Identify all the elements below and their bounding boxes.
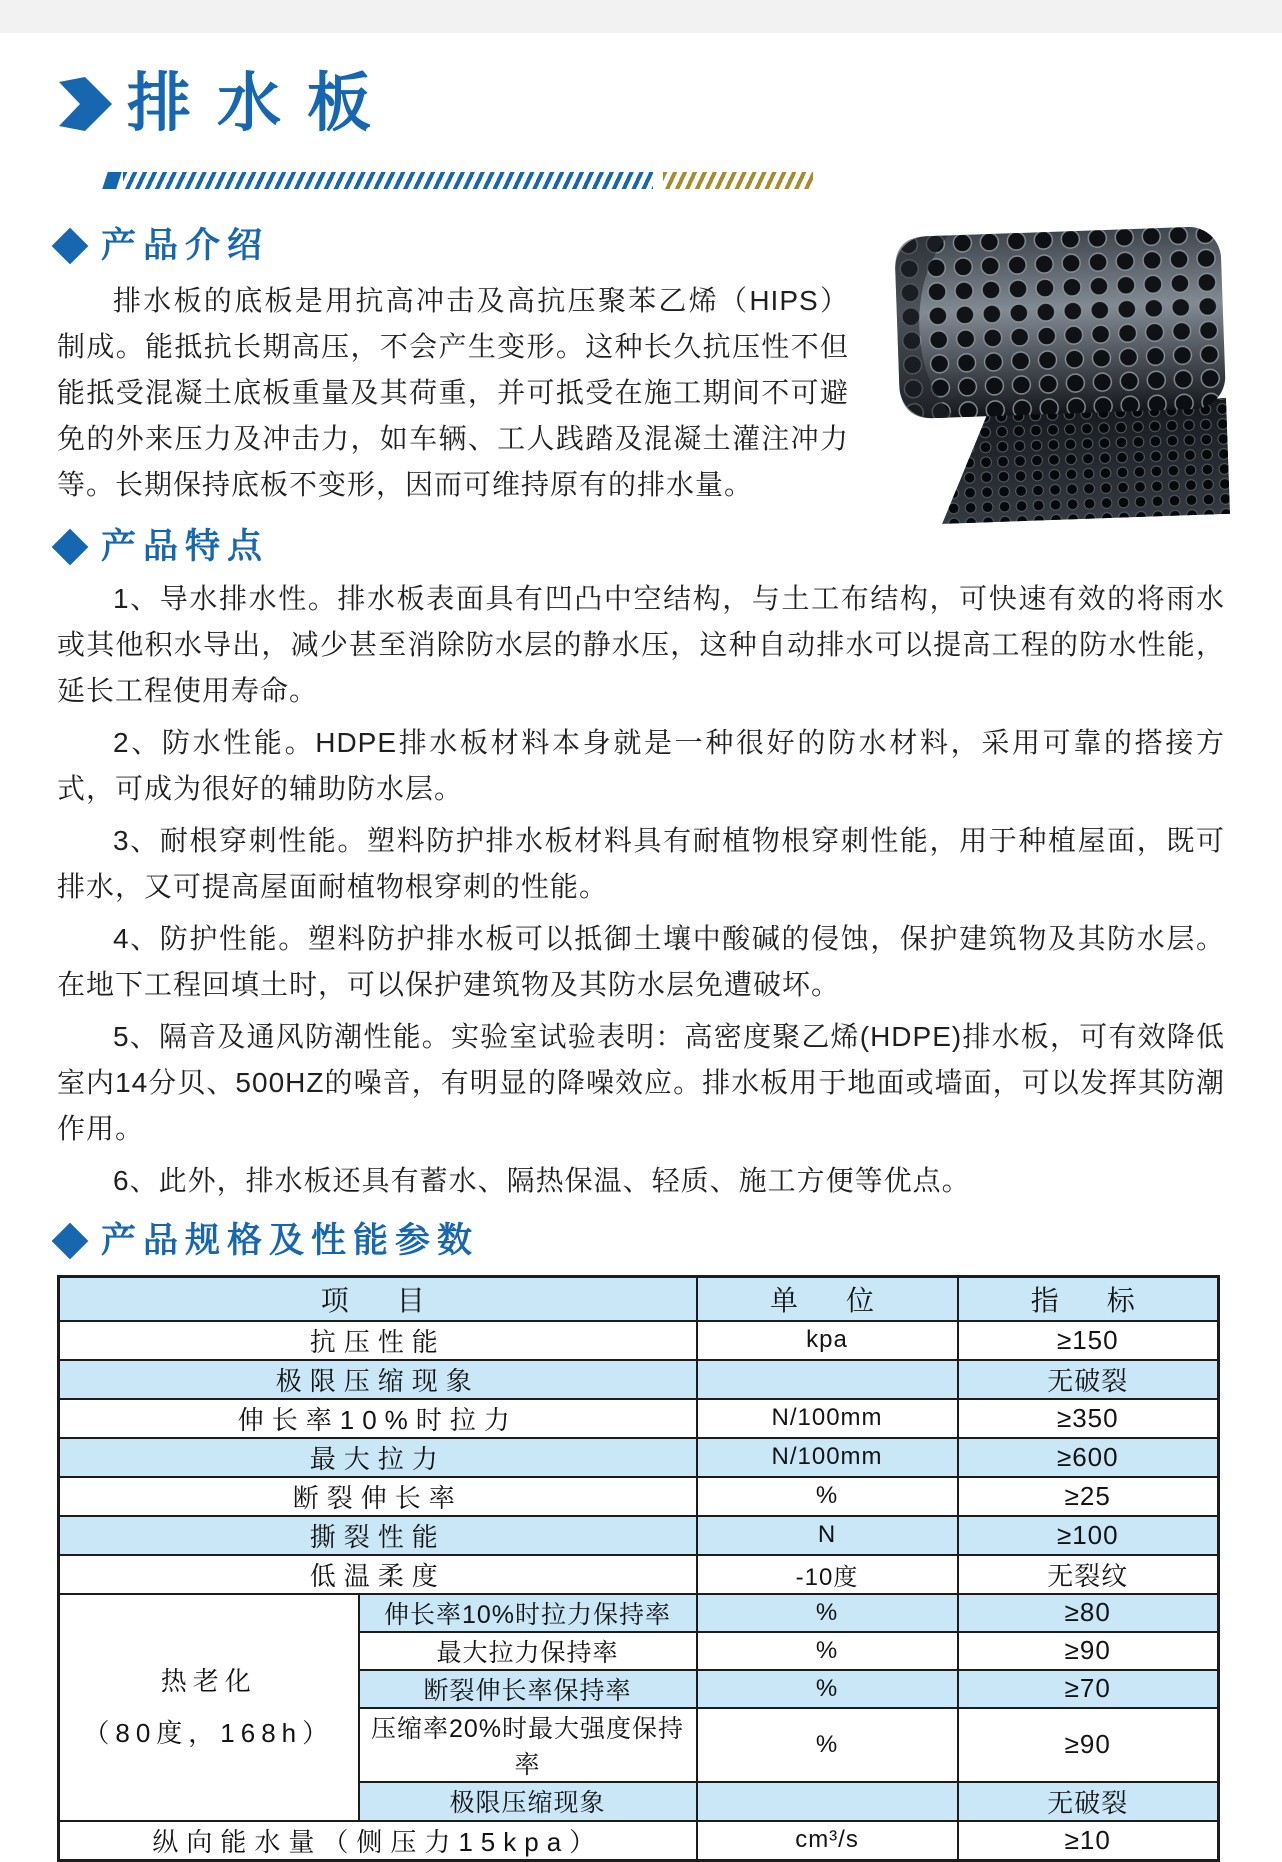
item-cell: 极限压缩现象 xyxy=(359,1782,697,1821)
feature-item: 4、防护性能。塑料防护排水板可以抵御土壤中酸碱的侵蚀，保护建筑物及其防水层。在地下工程回填土时，可以保护建筑物及其防水层免遭破坏。 xyxy=(57,923,1225,1000)
value-cell: ≥150 xyxy=(958,1321,1219,1360)
unit-cell: -10度 xyxy=(697,1555,958,1594)
value-cell: ≥80 xyxy=(958,1594,1219,1632)
unit-cell: N xyxy=(697,1516,958,1555)
diamond-icon xyxy=(52,528,89,565)
title-row xyxy=(57,68,1225,139)
unit-cell: kpa xyxy=(697,1321,958,1360)
item-cell: 最大拉力 xyxy=(59,1438,697,1477)
item-cell: 压缩率20%时最大强度保持率 xyxy=(359,1708,697,1782)
table-row xyxy=(59,1477,1219,1516)
intro-paragraph: 排水板的底板是用抗高冲击及高抗压聚苯乙烯（HIPS）制成。能抵抗长期高压，不会产生变形。这种长久抗压性不但能抵受混凝土底板重量及其荷重，并可抵受在施工期间不可避免的外来压力及冲击力，如车辆、工人践踏及混凝土灌注冲力等。长期保持底板不变形，因而可维持原有的排水量。 xyxy=(57,284,849,500)
unit-cell xyxy=(697,1360,958,1399)
header-index-cell: 指 标 xyxy=(958,1276,1219,1321)
value-cell: 无裂纹 xyxy=(958,1555,1219,1594)
value-cell: ≥70 xyxy=(958,1670,1219,1708)
top-strip xyxy=(0,0,1282,33)
feature-item: 6、此外，排水板还具有蓄水、隔热保温、轻质、施工方便等优点。 xyxy=(113,1165,971,1196)
unit-cell: % xyxy=(697,1594,958,1632)
stripe-divider xyxy=(105,172,1225,189)
diamond-icon xyxy=(52,1223,89,1260)
section-heading-intro-label: 产品介绍 xyxy=(101,226,270,265)
unit-cell: % xyxy=(697,1670,958,1708)
feature-item: 1、导水排水性。排水板表面具有凹凸中空结构，与土工布结构，可快速有效的将雨水或其他积水导出，减少甚至消除防水层的静水压，这种自动排水可以提高工程的防水性能，延长工程使用寿命。 xyxy=(57,583,1225,706)
header-unit-cell: 单 位 xyxy=(697,1276,958,1321)
value-cell: ≥90 xyxy=(958,1632,1219,1670)
item-cell: 伸长率10%时拉力 xyxy=(59,1399,697,1438)
value-cell: ≥600 xyxy=(958,1438,1219,1477)
table-row xyxy=(59,1555,1219,1594)
feature-item: 5、隔音及通风防潮性能。实验室试验表明：高密度聚乙烯(HDPE)排水板，可有效降低室内14分贝、500HZ的噪音，有明显的降噪效应。排水板用于地面或墙面，可以发挥其防潮作用。 xyxy=(57,1021,1225,1144)
section-intro xyxy=(0,227,1282,508)
unit-cell: % xyxy=(697,1632,958,1670)
unit-cell: % xyxy=(697,1477,958,1516)
intro-body xyxy=(57,278,1225,508)
item-cell: 撕裂性能 xyxy=(59,1516,697,1555)
section-heading-features-label: 产品特点 xyxy=(101,526,270,566)
group-label-line2: （80度，168h） xyxy=(83,1718,335,1748)
item-cell: 抗压性能 xyxy=(59,1321,697,1360)
spec-table xyxy=(57,1275,1220,1862)
unit-cell: % xyxy=(697,1708,958,1782)
group-label-cell xyxy=(59,1594,359,1821)
table-row xyxy=(59,1821,1219,1861)
item-cell: 断裂伸长率 xyxy=(59,1477,697,1516)
table-row xyxy=(59,1516,1219,1555)
unit-cell: cm³/s xyxy=(697,1821,958,1861)
section-heading-features xyxy=(57,528,1225,567)
group-label-line1: 热老化 xyxy=(160,1666,257,1696)
item-cell: 最大拉力保持率 xyxy=(359,1632,697,1670)
product-photo xyxy=(873,228,1225,520)
section-heading-specs-label: 产品规格及性能参数 xyxy=(101,1221,480,1260)
item-cell: 纵向能水量（侧压力15kpa） xyxy=(59,1821,697,1861)
value-cell: 无破裂 xyxy=(958,1782,1219,1821)
unit-cell: N/100mm xyxy=(697,1399,958,1438)
feature-item: 3、耐根穿刺性能。塑料防护排水板材料具有耐植物根穿刺性能，用于种植屋面，既可排水，又可提高屋面耐植物根穿刺的性能。 xyxy=(57,825,1225,902)
value-cell: ≥100 xyxy=(958,1516,1219,1555)
table-row xyxy=(59,1438,1219,1477)
section-specs xyxy=(0,1222,1282,1862)
diamond-icon xyxy=(52,228,89,265)
unit-cell xyxy=(697,1782,958,1821)
table-row xyxy=(59,1594,1219,1632)
item-cell: 伸长率10%时拉力保持率 xyxy=(359,1594,697,1632)
value-cell: ≥25 xyxy=(958,1477,1219,1516)
header-item-cell: 项 目 xyxy=(59,1276,697,1321)
stripe-lead-triangle xyxy=(102,172,122,189)
page-title: 排水板 xyxy=(127,68,397,139)
arrow-right-icon xyxy=(57,75,113,133)
value-cell: 无破裂 xyxy=(958,1360,1219,1399)
unit-cell: N/100mm xyxy=(697,1438,958,1477)
stripe-gold xyxy=(663,172,813,189)
value-cell: ≥10 xyxy=(958,1821,1219,1861)
table-row xyxy=(59,1360,1219,1399)
item-cell: 断裂伸长率保持率 xyxy=(359,1670,697,1708)
value-cell: ≥350 xyxy=(958,1399,1219,1438)
value-cell: ≥90 xyxy=(958,1708,1219,1782)
table-row xyxy=(59,1399,1219,1438)
section-heading-specs xyxy=(57,1222,1225,1261)
features-body xyxy=(57,576,1225,1204)
table-header-row xyxy=(59,1276,1219,1321)
item-cell: 低温柔度 xyxy=(59,1555,697,1594)
table-row xyxy=(59,1321,1219,1360)
feature-item: 2、防水性能。HDPE排水板材料本身就是一种很好的防水材料，采用可靠的搭接方式，可成为很好的辅助防水层。 xyxy=(57,727,1225,804)
section-features xyxy=(0,528,1282,1205)
item-cell: 极限压缩现象 xyxy=(59,1360,697,1399)
stripe-blue xyxy=(123,172,653,189)
